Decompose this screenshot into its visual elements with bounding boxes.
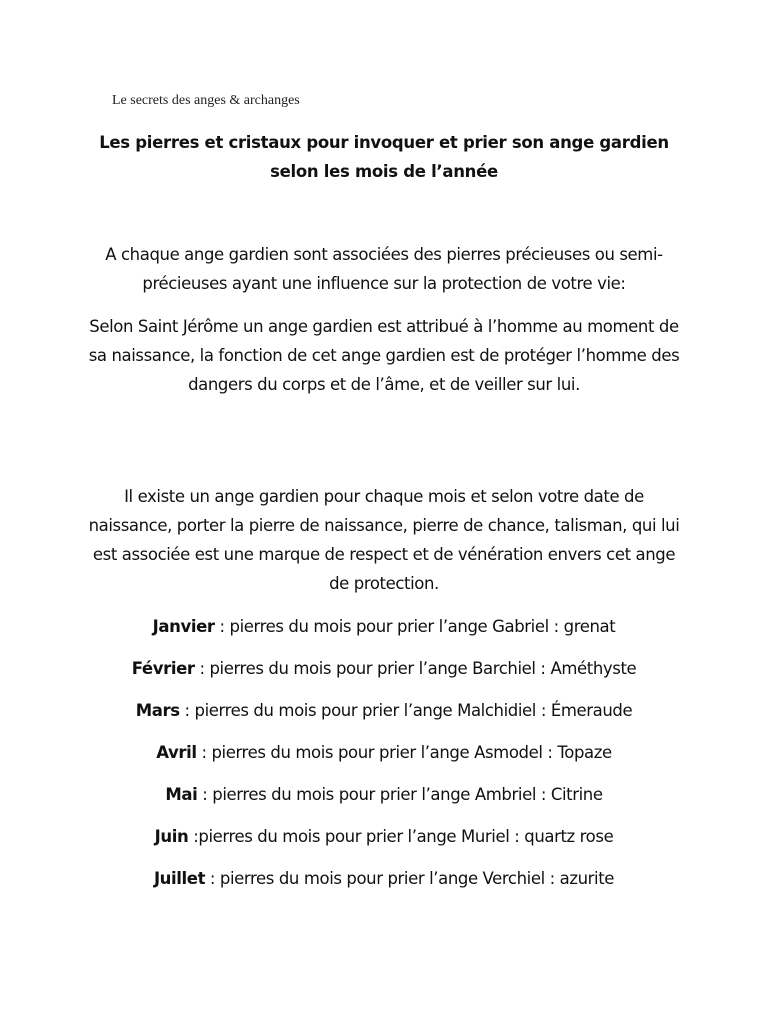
intro-paragraph: A chaque ange gardien sont associées des pierres précieuses ou semi-précieuses ayant une influence sur la protection de votre vie:	[105, 245, 663, 293]
birthstone-paragraph: Il existe un ange gardien pour chaque mois et selon votre date de naissance, porter la pierre de naissance, pierre de chance, talisman, qui lui est associée est une marque de respect et de vénération envers cet ange de protection.	[88, 487, 680, 593]
month-name: Mars	[135, 701, 180, 720]
month-name: Avril	[156, 743, 197, 762]
month-description: : pierres du mois pour prier l’ange Barchiel : Améthyste	[194, 659, 637, 678]
month-name: Juillet	[153, 869, 206, 888]
month-item-mars	[84, 696, 684, 738]
month-description: : pierres du mois pour prier l’ange Ambriel : Citrine	[197, 785, 603, 804]
month-description: :pierres du mois pour prier l’ange Muriel : quartz rose	[188, 827, 614, 846]
month-item-juillet	[84, 864, 684, 906]
month-item-fevrier	[84, 654, 684, 696]
month-list	[84, 612, 684, 906]
month-name: Février	[131, 659, 195, 678]
month-item-juin	[84, 822, 684, 864]
month-name: Janvier	[152, 617, 215, 636]
month-item-avril	[84, 738, 684, 780]
month-item-mai	[84, 780, 684, 822]
month-name: Juin	[154, 827, 189, 846]
month-description: : pierres du mois pour prier l’ange Asmodel : Topaze	[196, 743, 612, 762]
month-name: Mai	[165, 785, 198, 804]
document-title: Les pierres et cristaux pour invoquer et prier son ange gardien selon les mois de l’année	[99, 133, 669, 181]
saint-jerome-paragraph: Selon Saint Jérôme un ange gardien est attribué à l’homme au moment de sa naissance, la fonction de cet ange gardien est de protéger l’homme des dangers du corps et de l’âme, et de veiller sur lui.	[88, 317, 680, 394]
running-header: Le secrets des anges & archanges	[112, 93, 300, 108]
month-description: : pierres du mois pour prier l’ange Gabriel : grenat	[214, 617, 616, 636]
month-item-janvier	[84, 612, 684, 654]
month-description: : pierres du mois pour prier l’ange Verchiel : azurite	[205, 869, 615, 888]
month-description: : pierres du mois pour prier l’ange Malchidiel : Émeraude	[179, 701, 633, 720]
